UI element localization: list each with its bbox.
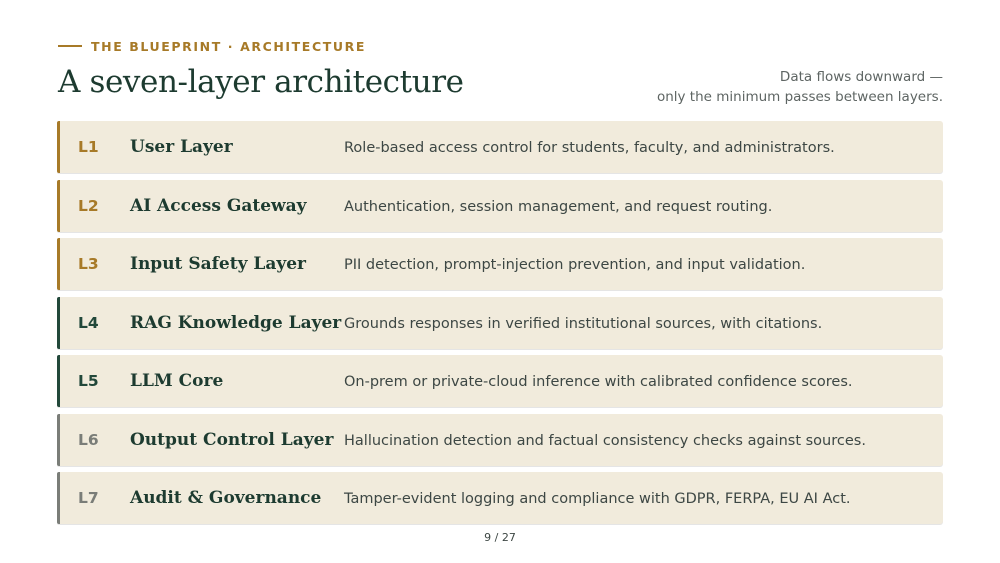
layer-description: PII detection, prompt-injection prevention, and input validation. (344, 257, 806, 273)
layer-stack (57, 121, 943, 531)
layer-row-l1 (57, 121, 943, 173)
layer-description: Role-based access control for students, faculty, and administrators. (344, 140, 835, 156)
layer-description: Hallucination detection and factual consistency checks against sources. (344, 432, 866, 449)
section-eyebrow (58, 39, 366, 53)
layer-name: User Layer (130, 137, 233, 157)
layer-description: Grounds responses in verified institutional sources, with citations. (344, 315, 823, 332)
layer-row-l3 (57, 238, 943, 290)
layer-row-l7 (57, 472, 943, 524)
layer-description: On-prem or private-cloud inference with calibrated confidence scores. (344, 374, 853, 390)
layer-code: L4 (78, 313, 99, 332)
layer-code: L2 (78, 196, 99, 215)
layer-row-l5 (57, 355, 943, 407)
layer-name: Audit & Governance (130, 488, 322, 508)
layer-code: L5 (78, 372, 99, 390)
layer-name: LLM Core (130, 371, 224, 391)
layer-description: Tamper-evident logging and compliance with GDPR, FERPA, EU AI Act. (344, 491, 851, 507)
layer-row-l2 (57, 180, 943, 232)
eyebrow-text: THE BLUEPRINT · ARCHITECTURE (91, 38, 366, 54)
layer-name: Output Control Layer (130, 429, 334, 450)
layer-code: L3 (78, 255, 99, 273)
layer-code: L1 (78, 138, 99, 156)
layer-row-l6 (57, 414, 943, 466)
layer-description: Authentication, session management, and request routing. (344, 198, 773, 215)
layer-row-l4 (57, 297, 943, 349)
flow-note-line-2: only the minimum passes between layers. (656, 89, 943, 105)
flow-note (657, 67, 943, 107)
layer-name: AI Access Gateway (130, 195, 307, 216)
flow-note-line-1: Data flows downward — (779, 69, 943, 85)
page-title: A seven-layer architecture (58, 64, 464, 100)
layer-name: Input Safety Layer (130, 254, 307, 274)
eyebrow-rule (58, 45, 82, 47)
page-indicator: 9 / 27 (484, 531, 516, 544)
layer-code: L7 (78, 489, 99, 507)
layer-code: L6 (78, 430, 99, 449)
layer-name: RAG Knowledge Layer (130, 312, 342, 333)
